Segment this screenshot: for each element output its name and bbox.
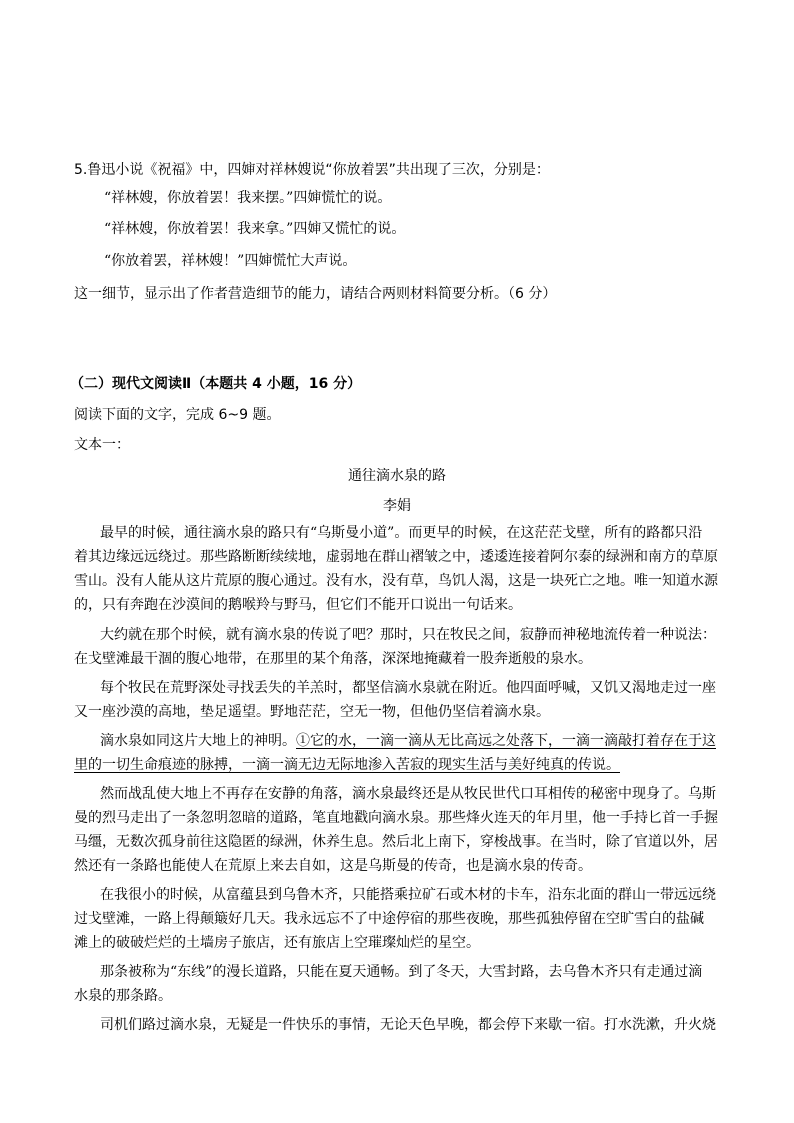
- paragraph-4-lead: 滴水泉如同这片大地上的神明。: [100, 733, 296, 749]
- paragraph-4-line-1: [100, 731, 716, 751]
- paragraph-6-line-3: 滩上的破破烂烂的土墙房子旅店，还有旅店上空璀璨灿烂的星空。: [74, 935, 480, 951]
- paragraph-1-line-3: 雪山。没有人能从这片荒原的腹心通过。没有水，没有草，鸟饥人渴，这是一块死亡之地。唯一知道水源: [74, 573, 718, 589]
- paragraph-5-line-1: 然而战乱使大地上不再存在安静的角落，滴水泉最终还是从牧民世代口耳相传的秘密中现身了。乌斯: [100, 786, 716, 802]
- paragraph-2-line-1: 大约就在那个时候，就有滴水泉的传说了吧？那时，只在牧民之间，寂静而神秘地流传着一种说法：: [100, 627, 716, 643]
- paragraph-5-line-2: 曼的烈马走出了一条忽明忽暗的道路，笔直地戳向滴水泉。那些烽火连天的年月里，他一手持匕首一手握: [74, 810, 718, 826]
- paragraph-6-line-2: 过戈壁滩，一路上得颠簸好几天。我永远忘不了中途停宿的那些夜晚，那些孤独停留在空旷雪白的盐碱: [74, 911, 704, 927]
- paragraph-7-line-2: 水泉的那条路。: [74, 988, 172, 1004]
- paragraph-5-line-3: 马缰，无数次孤身前往这隐匿的绿洲，休养生息。然后北上南下，穿梭战事。在当时，除了官道以外，居: [74, 834, 718, 850]
- underlined-sentence-1-part-b: 里的一切生命痕迹的脉搏，一滴一滴无边无际地渗入苦寂的现实生活与美好纯真的传说。: [74, 757, 620, 773]
- question-5-quote-3: “你放着罢，祥林嫂！”四婶慌忙大声说。: [104, 253, 357, 269]
- paragraph-1-line-2: 着其边缘远远绕过。那些路断断续续地，虚弱地在群山褶皱之中，逶逶连接着阿尔泰的绿洲和南方的草原: [74, 549, 718, 565]
- section-2-title: （二）现代文阅读Ⅱ（本题共 4 小题，16 分）: [70, 376, 362, 392]
- paragraph-6-line-1: 在我很小的时候，从富蕴县到乌鲁木齐，只能搭乘拉矿石或木材的卡车，沿东北面的群山一带远远绕: [100, 887, 716, 903]
- article-author: 李娟: [383, 498, 411, 514]
- paragraph-8-line-1: 司机们路过滴水泉，无疑是一件快乐的事情，无论天色早晚，都会停下来歇一宿。打水洗漱，升火烧: [100, 1017, 716, 1033]
- paragraph-3-line-2: 又一座沙漠的高地，垫足遥望。野地茫茫，空无一物，但他仍坚信着滴水泉。: [74, 704, 550, 720]
- question-5-prompt: 这一细节，显示出了作者营造细节的能力，请结合两则材料简要分析。（6 分）: [74, 286, 557, 302]
- question-5-stem: 5.鲁迅小说《祝福》中，四婶对祥林嫂说“你放着罢”共出现了三次，分别是：: [74, 162, 550, 178]
- paragraph-7-line-1: 那条被称为“东线”的漫长道路，只能在夏天通畅。到了冬天，大雪封路，去乌鲁木齐只有走通过滴: [100, 964, 703, 980]
- question-5-quote-1: “祥林嫂，你放着罢！我来摆。”四婶慌忙的说。: [104, 190, 392, 206]
- paragraph-5-line-4: 然还有一条路也能使人在荒原上来去自如，这是乌斯曼的传奇，也是滴水泉的传奇。: [74, 858, 592, 874]
- section-2-instruction: 阅读下面的文字，完成 6~9 题。: [74, 407, 281, 423]
- article-title: 通往滴水泉的路: [348, 468, 446, 484]
- underlined-sentence-1-part-a: ①它的水，一滴一滴从无比高远之处落下，一滴一滴敲打着存在于这: [296, 733, 716, 749]
- question-5-quote-2: “祥林嫂，你放着罢！我来拿。”四婶又慌忙的说。: [104, 221, 406, 237]
- paragraph-1-line-4: 的，只有奔跑在沙漠间的鹅喉羚与野马，但它们不能开口说出一句话来。: [74, 597, 522, 613]
- paragraph-1-line-1: 最早的时候，通往滴水泉的路只有“乌斯曼小道”。而更早的时候，在这茫茫戈壁，所有的路都只沿: [100, 525, 703, 541]
- paragraph-3-line-1: 每个牧民在荒野深处寻找丢失的羊羔时，都坚信滴水泉就在附近。他四面呼喊，又饥又渴地走过一座: [100, 680, 716, 696]
- text-one-label: 文本一：: [74, 437, 130, 453]
- paragraph-2-line-2: 在戈壁滩最干涸的腹心地带，在那里的某个角落，深深地掩藏着一股奔逝般的泉水。: [74, 651, 592, 667]
